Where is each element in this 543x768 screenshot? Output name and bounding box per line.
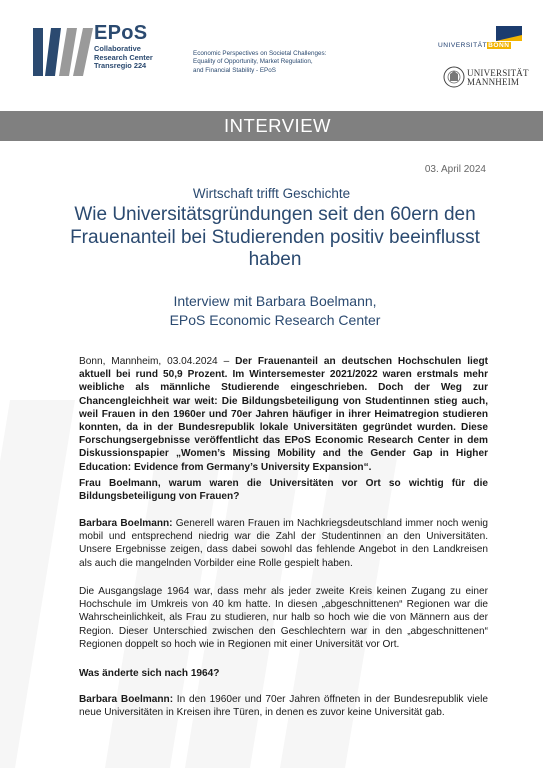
mannheim-seal-icon	[443, 66, 465, 88]
bonn-wordmark	[438, 42, 511, 49]
bonn-text: UNIVERSITÄT	[438, 42, 488, 49]
epos-brand	[94, 22, 153, 71]
lede-text: Der Frauenanteil an deutschen Hochschulen liegt aktuell bei rund 50,9 Prozent. Im Wintersemester 2021/2022 waren erstmals mehr weibliche als männliche Studierende eingeschrieben. Doch der Weg zur Chancengleichheit war weit: Die Bildungsbeteiligung von Studentinnen stieg auch, weil Frauen in den 1960er und 70er Jahren häufiger in ihrer Heimatregion studieren konnten, da in der Bundesrepublik lokale Universitäten gegründet wurden. Diese Forschungsergebnisse veröffentlicht das EPoS Economic Research Center in dem Diskussionspapier „Women’s Missing Mobility and the Gender Gap in Higher Education: Evidence from Germany’s University Expansion“.	[79, 356, 488, 473]
section-banner	[0, 111, 543, 141]
brand-sub-line: Collaborative	[94, 44, 141, 53]
kicker: Wirtschaft trifft Geschichte	[192, 186, 351, 201]
mannheim-wordmark	[467, 69, 529, 87]
tagline-line: Equality of Opportunity, Market Regulation,	[193, 58, 313, 66]
lede-paragraph	[79, 355, 488, 474]
bonn-logo-icon	[496, 26, 522, 41]
interview-answer	[79, 693, 488, 719]
interview-answer	[79, 517, 488, 570]
subtitle-line: EPoS Economic Research Center	[169, 311, 381, 328]
answer-text: In den 1960er und 70er Jahren öffneten in der Bundesrepublik viele neue Universitäten in Kreisen ihre Türen, in denen es zuvor keine Universität gab.	[79, 694, 488, 719]
brand-subtitle	[94, 45, 153, 71]
brand-sub-line: Transregio 224	[94, 61, 147, 71]
epos-logo-icon	[33, 28, 95, 76]
answer-text: Generell waren Frauen im Nachkriegsdeutschland immer noch wenig mobil und entsprechend niedrig war die Zahl der Studentinnen an den Universitäten. Unsere Ergebnisse zeigen, dass dabei sowohl das fehlende Angebot in den Landkreisen als auch die mangelnden Vorbilder eine Rolle gespielt haben.	[79, 518, 488, 569]
tagline-line: and Financial Stability - EPoS	[193, 66, 276, 74]
tagline-line: Economic Perspectives on Societal Challenges:	[193, 50, 327, 57]
brand-sub-line: Research Center	[94, 52, 153, 62]
subtitle	[60, 292, 490, 329]
interview-question: Was änderte sich nach 1964?	[79, 668, 220, 679]
banner-label: INTERVIEW	[224, 115, 331, 136]
page-header	[0, 0, 543, 100]
publication-date: 03. April 2024	[424, 164, 486, 175]
mannheim-text: UNIVERSITÄT	[467, 68, 529, 78]
uni-mannheim-logo	[443, 66, 529, 94]
interview-question: Frau Boelmann, warum waren die Universitäten vor Ort so wichtig für die Bildungsbeteiligung von Frauen?	[79, 478, 488, 503]
bonn-highlight: BONN	[488, 42, 510, 49]
subtitle-line: Interview mit Barbara Boelmann,	[173, 293, 377, 309]
brand-name: EPoS	[94, 22, 148, 44]
mannheim-text: MANNHEIM	[467, 77, 520, 87]
body-paragraph: Die Ausgangslage 1964 war, dass mehr als jeder zweite Kreis keinen Zugang zu einer Hochschule im Umkreis von 40 km hatte. In diesen „abgeschnittenen“ Regionen war die Wahrscheinlichkeit, als Frau zu studieren, nur halb so hoch wie die von Männern aus der Region. Dieser Unterschied zwischen den Geschlechtern war in den „abgeschnittenen“ Regionen doppelt so hoch wie in Regionen mit einer Universität vor Ort.	[79, 586, 488, 650]
speaker-name: Barbara Boelmann:	[79, 518, 173, 529]
center-tagline	[193, 50, 326, 75]
dateline: Bonn, Mannheim, 03.04.2024 –	[79, 356, 236, 367]
page-title: Wie Universitätsgründungen seit den 60ern den Frauenanteil bei Studierenden positiv beeinflusst haben	[70, 204, 480, 270]
speaker-name: Barbara Boelmann:	[79, 694, 174, 705]
